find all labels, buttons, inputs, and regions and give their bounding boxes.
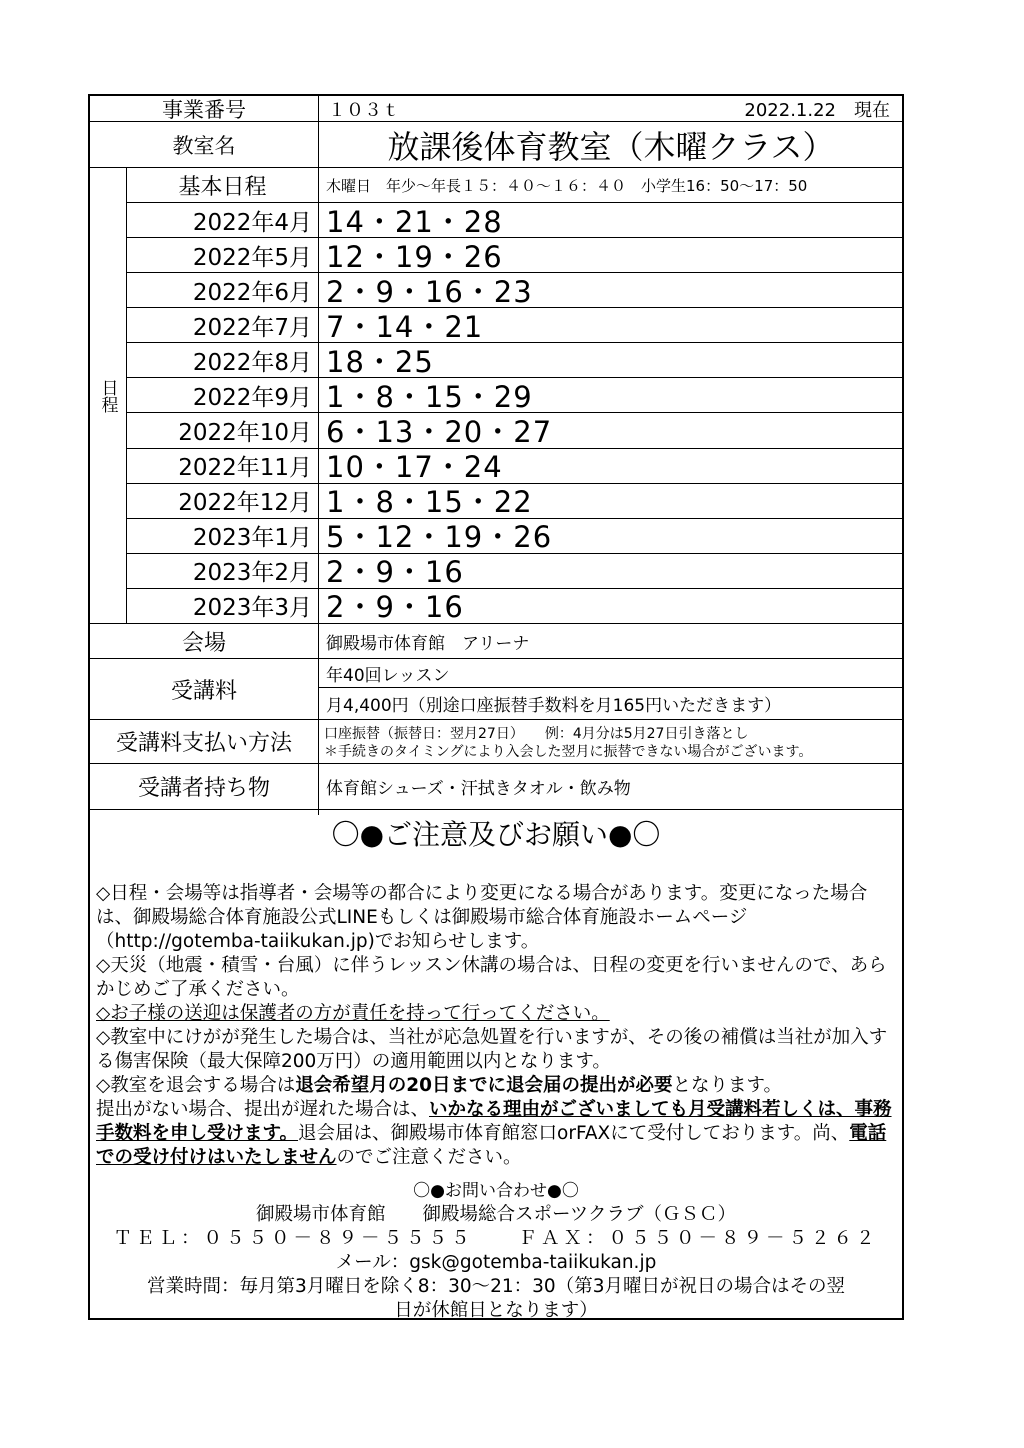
belongings-value: 体育館シューズ・汗拭きタオル・飲み物 bbox=[326, 779, 631, 799]
notice-schedule-change: ◇日程・会場等は指導者・会場等の都合により変更になる場合があります。変更になった場合は、御殿場総合体育施設公式LINEもしくは御殿場市総合体育施設ホームページ（http://gotemba-taiikukan.jp)でお知らせします。 bbox=[96, 883, 868, 952]
month-dates: 2・9・16・23 bbox=[326, 274, 533, 308]
month-dates: 2・9・16 bbox=[326, 555, 464, 588]
fee-monthly: 月4,400円（別途口座振替手数料を月165円いただきます） bbox=[326, 696, 782, 716]
month-label: 2022年5月 bbox=[192, 244, 312, 271]
notice-title: 〇●ご注意及びお願い●〇 bbox=[331, 818, 661, 851]
notice-withdrawal bbox=[96, 1074, 896, 1098]
contact-tel-fax: ＴＥＬ：０５５０－８９－５５５５ ＦＡＸ：０５５０－８９－５２６２ bbox=[113, 1228, 879, 1249]
notice-injury: ◇教室中にけがが発生した場合は、当社が応急処置を行いますが、その後の補償は当社が加入する傷害保険（最大保障200万円）の適用範囲以内となります。 bbox=[96, 1027, 888, 1072]
belongings-label: 受講者持ち物 bbox=[137, 776, 270, 801]
payment-label: 受講料支払い方法 bbox=[115, 731, 292, 756]
month-dates: 2・9・16 bbox=[326, 590, 464, 623]
notice-fee-warning: いかなる理由がございましても月受講料若しくは、事務手数料を申し受けます。 bbox=[96, 1099, 892, 1144]
notice-withdrawal-end: となります。 bbox=[672, 1075, 783, 1096]
month-dates: 5・12・19・26 bbox=[326, 520, 553, 553]
notice-end: のでご注意ください。 bbox=[336, 1147, 522, 1168]
course-info-sheet bbox=[88, 94, 904, 1320]
notice-weather: ◇天災（地震・積雪・台風）に伴うレッスン休講の場合は、日程の変更を行いませんので、あらかじめご了承ください。 bbox=[96, 955, 887, 1000]
month-dates: 18・25 bbox=[326, 344, 434, 378]
notice-body bbox=[96, 882, 896, 1170]
month-dates: 7・14・21 bbox=[326, 309, 484, 343]
venue-value: 御殿場市体育館 アリーナ bbox=[326, 633, 530, 654]
notice-no-phone: 電話での受け付けはいたしません bbox=[96, 1123, 887, 1168]
month-label: 2022年7月 bbox=[192, 314, 312, 341]
month-label: 2023年1月 bbox=[192, 525, 312, 552]
month-label: 2022年6月 bbox=[192, 279, 312, 306]
notice-withdrawal-text: ◇教室を退会する場合は bbox=[96, 1075, 296, 1096]
contact-email: メール：gsk@gotemba-taiikukan.jp bbox=[335, 1252, 657, 1273]
notice-late-submission bbox=[96, 1098, 896, 1170]
notice-late-text: 提出がない場合、提出が遅れた場合は、 bbox=[96, 1099, 430, 1120]
fee-label: 受講料 bbox=[170, 678, 237, 704]
notice-office-text: 退会届は、御殿場市体育館窓口orFAXにて受付しております。尚、 bbox=[298, 1123, 850, 1144]
contact-title: 〇●お問い合わせ●〇 bbox=[413, 1181, 579, 1201]
month-label: 2022年9月 bbox=[192, 384, 312, 411]
contact-block bbox=[90, 1179, 902, 1323]
month-dates: 10・17・24 bbox=[326, 450, 503, 483]
payment-method: 口座振替（振替日：翌月27日） 例：4月分は5月27日引き落とし bbox=[324, 726, 749, 741]
notice-withdrawal-deadline: 退会希望月の20日までに退会届の提出が必要 bbox=[295, 1075, 673, 1096]
business-hours-note: 日が休館日となります） bbox=[394, 1300, 598, 1321]
basic-schedule-value: 木曜日 年少～年長１５：４０～１６：４０ 小学生16：50～17：50 bbox=[326, 176, 808, 195]
business-hours: 営業時間：毎月第3月曜日を除く8：30～21：30（第3月曜日が祝日の場合はその翌 bbox=[147, 1276, 845, 1297]
month-label: 2022年12月 bbox=[178, 490, 312, 517]
fee-lessons: 年40回レッスン bbox=[326, 665, 450, 686]
notice-pickup: ◇お子様の送迎は保護者の方が責任を持って行ってください。 bbox=[96, 1003, 610, 1024]
payment-note: ＊手続きのタイミングにより入会した翌月に振替できない場合がございます。 bbox=[324, 744, 813, 759]
month-dates: 12・19・26 bbox=[326, 239, 503, 273]
month-dates: 14・21・28 bbox=[326, 204, 503, 238]
month-label: 2022年11月 bbox=[178, 455, 312, 482]
jigyo-label: 事業番号 bbox=[162, 97, 246, 121]
month-dates: 1・8・15・22 bbox=[326, 485, 533, 518]
month-label: 2022年4月 bbox=[192, 209, 312, 236]
month-label: 2023年3月 bbox=[192, 595, 312, 622]
jigyo-value: １０３ｔ bbox=[328, 99, 400, 121]
as-of-date: 2022.1.22 現在 bbox=[744, 99, 890, 121]
month-dates: 6・13・20・27 bbox=[326, 415, 553, 448]
month-dates: 1・8・15・29 bbox=[326, 379, 533, 413]
schedule-side-label: 日程 bbox=[97, 378, 118, 413]
month-label: 2023年2月 bbox=[192, 560, 312, 587]
class-title: 放課後体育教室（木曜クラス） bbox=[387, 127, 835, 166]
kyoshitsu-label: 教室名 bbox=[172, 133, 236, 158]
venue-label: 会場 bbox=[181, 630, 226, 656]
month-label: 2022年10月 bbox=[178, 420, 312, 446]
basic-schedule-label: 基本日程 bbox=[178, 174, 267, 200]
month-label: 2022年8月 bbox=[192, 349, 312, 376]
contact-orgs: 御殿場市体育館 御殿場総合スポーツクラブ（ＧＳＣ） bbox=[255, 1204, 737, 1225]
